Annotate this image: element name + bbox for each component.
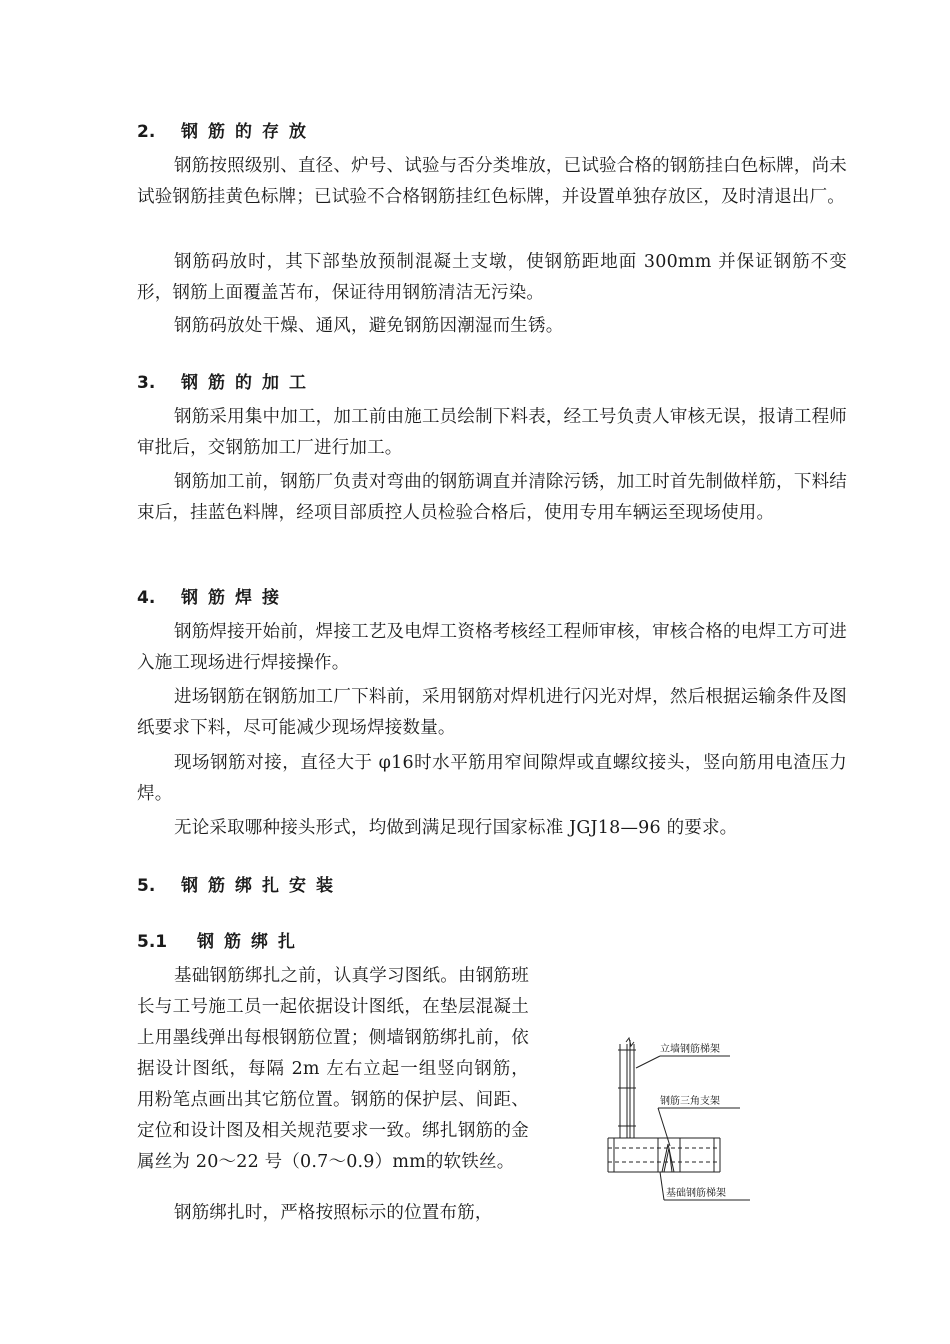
paragraph: 钢筋码放时，其下部垫放预制混凝土支墩，使钢筋距地面 300mm 并保证钢筋不变形，钢筋上面覆盖苫布，保证待用钢筋清洁无污染。 [137, 252, 847, 303]
paragraph: 基础钢筋绑扎之前，认真学习图纸。由钢筋班长与工号施工员一起依据设计图纸，在垫层混凝土上用墨线弹出每根钢筋位置；侧墙钢筋绑扎前，依据设计图纸，每隔 2m 左右立起一组竖向钢筋，用粉笔点画出其它筋位置。钢筋的保护层、间距、定位和设计图及相关规范要求一致。绑扎钢筋的金属丝为 20～22 号（0.7～0.9）mm的软铁丝。 [137, 966, 529, 1172]
section-title: 钢筋的加工 [181, 373, 316, 393]
diagram-drawing [600, 1028, 770, 1228]
section-title: 钢筋绑扎 [197, 932, 305, 952]
section-number: 3. [137, 373, 156, 393]
section-heading-3 [137, 368, 316, 393]
paragraph: 钢筋绑扎时，严格按照标示的位置布筋， [174, 1203, 493, 1223]
section-number: 4. [137, 588, 156, 608]
paragraph: 钢筋加工前，钢筋厂负责对弯曲的钢筋调直并清除污锈，加工时首先制做样筋，下料结束后，挂蓝色料牌，经项目部质控人员检验合格后，使用专用车辆运至现场使用。 [137, 472, 847, 523]
paragraph: 钢筋按照级别、直径、炉号、试验与否分类堆放，已试验合格的钢筋挂白色标牌，尚未试验钢筋挂黄色标牌；已试验不合格钢筋挂红色标牌，并设置单独存放区，及时清退出厂。 [137, 156, 847, 207]
label-base-ladder: 基础钢筋梯架 [666, 1188, 726, 1199]
section-number: 5. [137, 876, 156, 896]
section-number: 2. [137, 122, 156, 142]
label-wall-ladder: 立墙钢筋梯架 [660, 1044, 720, 1055]
paragraph: 现场钢筋对接，直径大于 φ16时水平筋用窄间隙焊或直螺纹接头，竖向筋用电渣压力焊。 [137, 753, 847, 804]
section-number: 5.1 [137, 932, 168, 952]
label-triangle-support: 钢筋三角支架 [660, 1096, 720, 1107]
section-heading-2 [137, 117, 316, 142]
section-heading-5-1 [137, 927, 305, 952]
paragraph: 无论采取哪种接头形式，均做到满足现行国家标准 JGJ18—96 的要求。 [174, 818, 738, 838]
section-title: 钢筋的存放 [181, 122, 316, 142]
section-title: 钢筋焊接 [181, 588, 289, 608]
paragraph: 钢筋采用集中加工，加工前由施工员绘制下料表，经工号负责人审核无误，报请工程师审批后，交钢筋加工厂进行加工。 [137, 407, 847, 458]
paragraph: 钢筋焊接开始前，焊接工艺及电焊工资格考核经工程师审核，审核合格的电焊工方可进入施工现场进行焊接操作。 [137, 622, 847, 673]
section-heading-4 [137, 583, 289, 608]
paragraph: 钢筋码放处干燥、通风，避免钢筋因潮湿而生锈。 [174, 316, 564, 336]
section-heading-5 [137, 871, 343, 896]
rebar-support-diagram [600, 1028, 770, 1228]
paragraph: 进场钢筋在钢筋加工厂下料前，采用钢筋对焊机进行闪光对焊，然后根据运输条件及图纸要求下料，尽可能减少现场焊接数量。 [137, 687, 847, 738]
section-title: 钢筋绑扎安装 [181, 876, 343, 896]
